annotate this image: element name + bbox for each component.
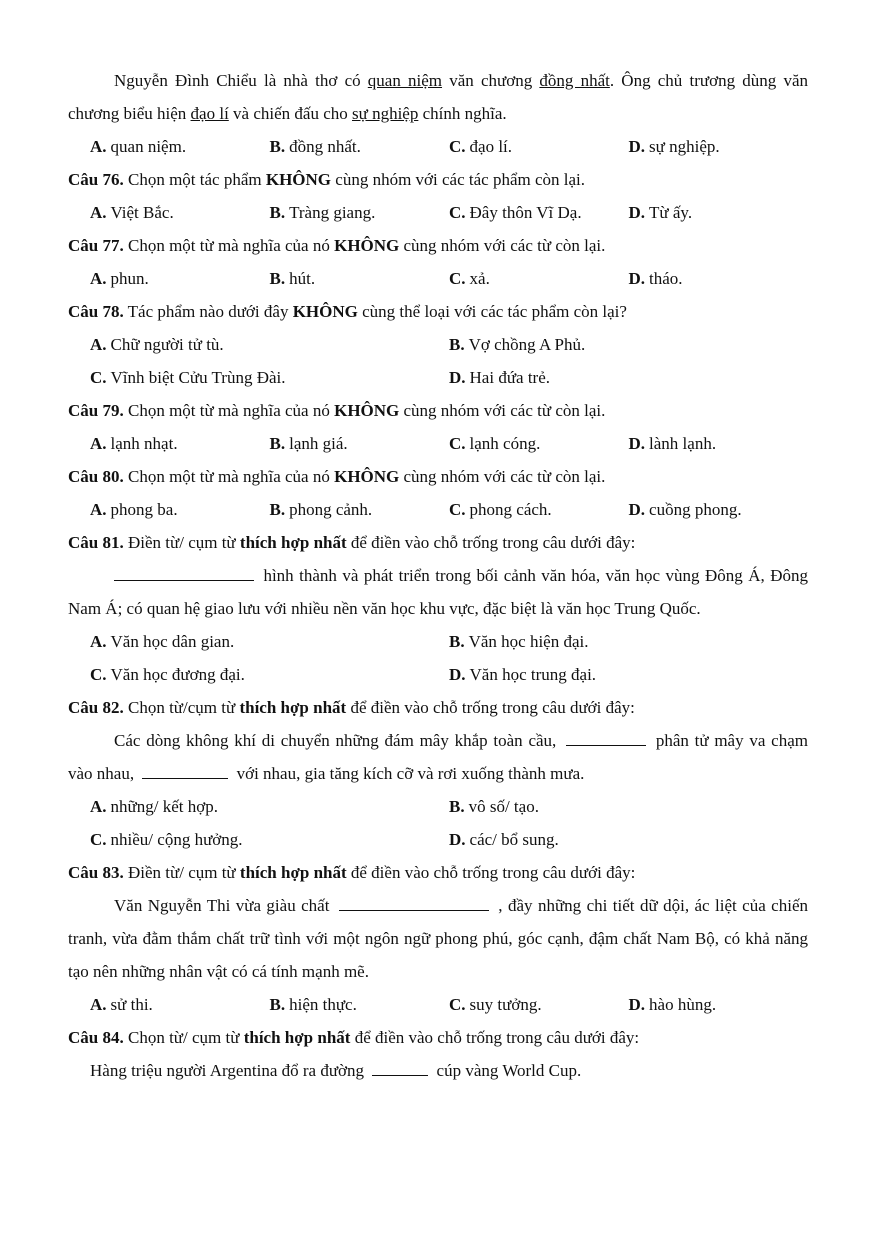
option-c[interactable]: C. xả. xyxy=(449,269,490,288)
option-b[interactable]: B. hiện thực. xyxy=(269,995,357,1014)
option-d[interactable]: D. lành lạnh. xyxy=(628,434,717,453)
option-d[interactable]: D. Từ ấy. xyxy=(628,203,693,222)
options-77 xyxy=(68,262,808,295)
question-81-passage: hình thành và phát triển trong bối cảnh văn hóa, văn học vùng Đông Á, Đông Nam Á; có quan hệ giao lưu với nhiều nền văn học khu vực, đặc biệt là văn học Trung Quốc. xyxy=(68,566,808,618)
option-b[interactable]: B. Văn học hiện đại. xyxy=(449,632,589,651)
option-b[interactable]: B. hút. xyxy=(269,269,316,288)
question-78: Câu 78. Tác phẩm nào dưới đây KHÔNG cùng thể loại với các tác phẩm còn lại? xyxy=(68,302,627,321)
option-b[interactable]: B. Tràng giang. xyxy=(269,203,376,222)
option-b[interactable]: B. đồng nhất. xyxy=(269,137,361,156)
option-c[interactable]: C. Đây thôn Vĩ Dạ. xyxy=(449,203,582,222)
option-a[interactable]: A. Việt Bắc. xyxy=(90,203,174,222)
question-79: Câu 79. Chọn một từ mà nghĩa của nó KHÔNG cùng nhóm với các từ còn lại. xyxy=(68,401,606,420)
fill-blank[interactable] xyxy=(114,579,254,581)
option-b[interactable]: B. lạnh giá. xyxy=(269,434,348,453)
question-75-stem: Nguyễn Đình Chiểu là nhà thơ có quan niệm văn chương đồng nhất. Ông chủ trương dùng văn chương biểu hiện đạo lí và chiến đấu cho sự nghiệp chính nghĩa. xyxy=(68,71,808,123)
option-d[interactable]: D. Văn học trung đại. xyxy=(449,665,597,684)
question-76: Câu 76. Chọn một tác phẩm KHÔNG cùng nhóm với các tác phẩm còn lại. xyxy=(68,170,586,189)
question-84-passage: Hàng triệu người Argentina đổ ra đường cúp vàng World Cup. xyxy=(90,1061,582,1080)
fill-blank[interactable] xyxy=(339,909,489,911)
underlined-word: đồng nhất xyxy=(539,71,610,90)
question-84: Câu 84. Chọn từ/ cụm từ thích hợp nhất để điền vào chỗ trống trong câu dưới đây: xyxy=(68,1028,640,1047)
option-a[interactable]: A. những/ kết hợp. xyxy=(90,797,218,816)
options-75 xyxy=(68,130,808,163)
option-d[interactable]: D. sự nghiệp. xyxy=(628,137,720,156)
document-page xyxy=(68,64,808,1087)
option-a[interactable]: A. lạnh nhạt. xyxy=(90,434,178,453)
options-82-row2 xyxy=(68,823,808,856)
option-b[interactable]: B. phong cảnh. xyxy=(269,500,373,519)
question-82-passage: Các dòng không khí di chuyển những đám mây khắp toàn cầu, phân tử mây va chạm vào nhau, với nhau, gia tăng kích cỡ và rơi xuống thành mưa. xyxy=(68,731,808,783)
option-c[interactable]: C. Văn học đương đại. xyxy=(90,665,245,684)
fill-blank[interactable] xyxy=(566,744,646,746)
option-c[interactable]: C. lạnh cóng. xyxy=(449,434,541,453)
option-a[interactable]: A. sử thi. xyxy=(90,995,153,1014)
option-c[interactable]: C. nhiều/ cộng hưởng. xyxy=(90,830,243,849)
option-b[interactable]: B. Vợ chồng A Phủ. xyxy=(449,335,586,354)
option-d[interactable]: D. cuồng phong. xyxy=(628,500,742,519)
option-c[interactable]: C. phong cách. xyxy=(449,500,552,519)
fill-blank[interactable] xyxy=(372,1074,428,1076)
option-c[interactable]: C. đạo lí. xyxy=(449,137,513,156)
option-a[interactable]: A. Văn học dân gian. xyxy=(90,632,235,651)
options-79 xyxy=(68,427,808,460)
option-d[interactable]: D. tháo. xyxy=(628,269,683,288)
question-80: Câu 80. Chọn một từ mà nghĩa của nó KHÔNG cùng nhóm với các từ còn lại. xyxy=(68,467,606,486)
option-a[interactable]: A. quan niệm. xyxy=(90,137,187,156)
question-82: Câu 82. Chọn từ/cụm từ thích hợp nhất để điền vào chỗ trống trong câu dưới đây: xyxy=(68,698,635,717)
question-81: Câu 81. Điền từ/ cụm từ thích hợp nhất để điền vào chỗ trống trong câu dưới đây: xyxy=(68,533,636,552)
options-80 xyxy=(68,493,808,526)
options-83 xyxy=(68,988,808,1021)
question-83-passage: Văn Nguyễn Thi vừa giàu chất , đầy những chi tiết dữ dội, ác liệt của chiến tranh, vừa đằm thắm chất trữ tình với một ngôn ngữ phong phú, góc cạnh, đậm chất Nam Bộ, có khả năng tạo nên những nhân vật có cá tính mạnh mẽ. xyxy=(68,896,808,981)
question-83: Câu 83. Điền từ/ cụm từ thích hợp nhất để điền vào chỗ trống trong câu dưới đây: xyxy=(68,863,636,882)
options-81-row2 xyxy=(68,658,808,691)
options-76 xyxy=(68,196,808,229)
option-a[interactable]: A. phun. xyxy=(90,269,149,288)
option-c[interactable]: C. Vĩnh biệt Cửu Trùng Đài. xyxy=(90,368,286,387)
option-d[interactable]: D. các/ bổ sung. xyxy=(449,830,559,849)
underlined-word: quan niệm xyxy=(367,71,443,90)
underlined-word: đạo lí xyxy=(190,104,229,123)
underlined-word: sự nghiệp xyxy=(352,104,419,123)
option-a[interactable]: A. Chữ người tử tù. xyxy=(90,335,224,354)
fill-blank[interactable] xyxy=(142,777,228,779)
question-77: Câu 77. Chọn một từ mà nghĩa của nó KHÔNG cùng nhóm với các từ còn lại. xyxy=(68,236,606,255)
option-d[interactable]: D. hào hùng. xyxy=(628,995,717,1014)
options-81-row1 xyxy=(68,625,808,658)
option-d[interactable]: D. Hai đứa trẻ. xyxy=(449,368,551,387)
options-82-row1 xyxy=(68,790,808,823)
option-b[interactable]: B. vô số/ tạo. xyxy=(449,797,539,816)
options-78-row2 xyxy=(68,361,808,394)
option-a[interactable]: A. phong ba. xyxy=(90,500,178,519)
option-c[interactable]: C. suy tưởng. xyxy=(449,995,542,1014)
options-78-row1 xyxy=(68,328,808,361)
